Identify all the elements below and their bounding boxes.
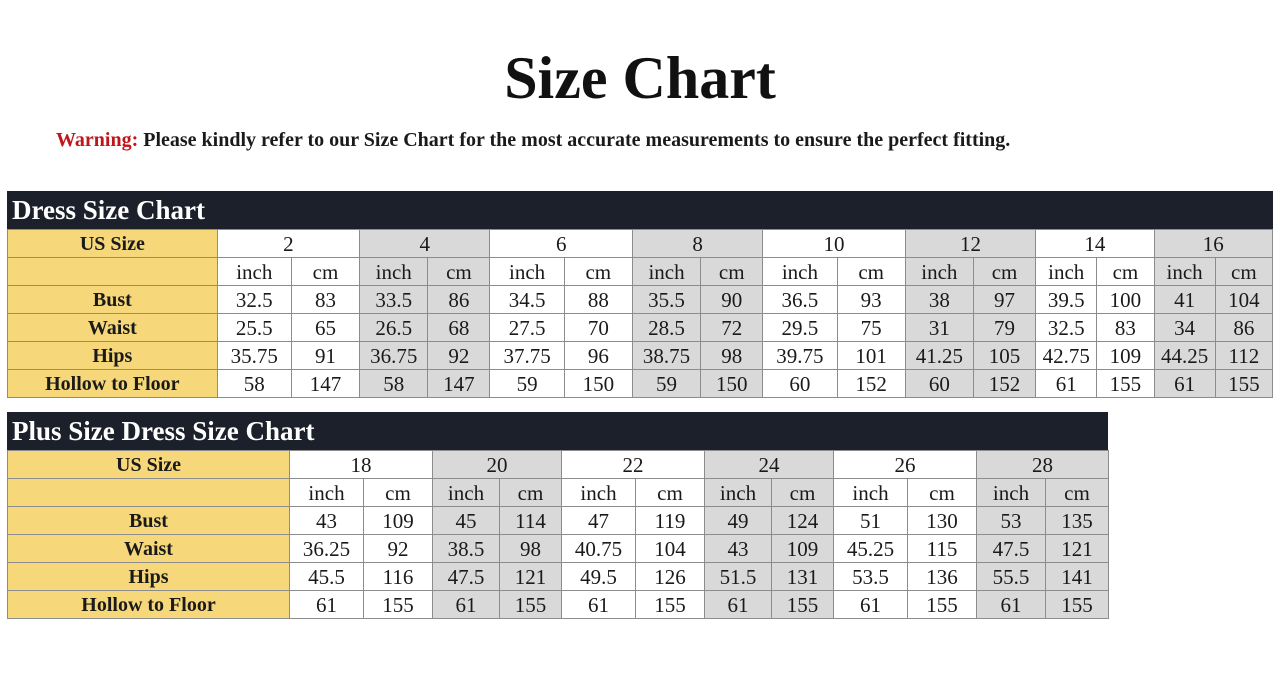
- measurement-value: 47: [562, 507, 636, 535]
- measurement-value: 33.5: [360, 286, 428, 314]
- measurement-value: 58: [217, 370, 291, 398]
- warning-text: Please kindly refer to our Size Chart for the most accurate measurements to ensure the perfect fitting.: [143, 129, 1011, 151]
- measurement-value: 72: [701, 314, 763, 342]
- measurement-value: 38: [905, 286, 973, 314]
- unit-cell: inch: [433, 479, 500, 507]
- measurement-value: 36.75: [360, 342, 428, 370]
- measurement-value: 130: [908, 507, 977, 535]
- measurement-value: 155: [364, 591, 433, 619]
- table-row: [8, 286, 1273, 314]
- warning-label: Warning:: [56, 129, 139, 151]
- unit-cell: inch: [834, 479, 908, 507]
- unit-cell: cm: [428, 258, 490, 286]
- measurement-value: 136: [908, 563, 977, 591]
- size-header-cell: 6: [490, 230, 632, 258]
- size-header-row: [8, 451, 1109, 479]
- measurement-value: 43: [290, 507, 364, 535]
- measurement-value: 126: [636, 563, 705, 591]
- size-header-cell: 26: [834, 451, 977, 479]
- size-header-cell: 12: [905, 230, 1035, 258]
- measurement-value: 60: [763, 370, 837, 398]
- measurement-value: 41.25: [905, 342, 973, 370]
- size-header-cell: 8: [632, 230, 762, 258]
- unit-row-label: [8, 479, 290, 507]
- size-header-cell: 22: [562, 451, 705, 479]
- measurement-value: 152: [973, 370, 1035, 398]
- measurement-value: 150: [564, 370, 632, 398]
- size-header-cell: 18: [290, 451, 433, 479]
- measurement-value: 47.5: [433, 563, 500, 591]
- table-row: [8, 535, 1109, 563]
- measurement-value: 61: [1154, 370, 1215, 398]
- unit-cell: inch: [763, 258, 837, 286]
- measurement-value: 38.75: [632, 342, 700, 370]
- measurement-value: 92: [364, 535, 433, 563]
- size-header-cell: 24: [705, 451, 834, 479]
- measurement-value: 51: [834, 507, 908, 535]
- size-header-cell: 2: [217, 230, 359, 258]
- size-header-cell: 10: [763, 230, 905, 258]
- size-header-cell: 16: [1154, 230, 1273, 258]
- measurement-value: 49.5: [562, 563, 636, 591]
- measurement-value: 88: [564, 286, 632, 314]
- measurement-value: 121: [1046, 535, 1109, 563]
- measurement-value: 105: [973, 342, 1035, 370]
- unit-cell: inch: [977, 479, 1046, 507]
- measurement-value: 70: [564, 314, 632, 342]
- unit-cell: inch: [1036, 258, 1097, 286]
- unit-cell: cm: [973, 258, 1035, 286]
- measurement-value: 93: [837, 286, 905, 314]
- measurement-value: 34.5: [490, 286, 564, 314]
- measurement-value: 68: [428, 314, 490, 342]
- measurement-label: Bust: [8, 286, 218, 314]
- table-row: [8, 370, 1273, 398]
- measurement-value: 32.5: [217, 286, 291, 314]
- unit-cell: inch: [217, 258, 291, 286]
- measurement-value: 97: [973, 286, 1035, 314]
- table-row: [8, 563, 1109, 591]
- unit-cell: inch: [290, 479, 364, 507]
- dress-size-table: [7, 229, 1273, 398]
- measurement-value: 59: [490, 370, 564, 398]
- measurement-label: Waist: [8, 535, 290, 563]
- measurement-value: 41: [1154, 286, 1215, 314]
- dress-size-chart: [7, 191, 1273, 398]
- measurement-value: 55.5: [977, 563, 1046, 591]
- measurement-value: 29.5: [763, 314, 837, 342]
- measurement-value: 155: [1046, 591, 1109, 619]
- measurement-value: 112: [1215, 342, 1272, 370]
- measurement-value: 96: [564, 342, 632, 370]
- unit-cell: cm: [837, 258, 905, 286]
- measurement-value: 147: [428, 370, 490, 398]
- table-row: [8, 591, 1109, 619]
- size-header-cell: 14: [1036, 230, 1154, 258]
- measurement-value: 37.75: [490, 342, 564, 370]
- measurement-value: 45: [433, 507, 500, 535]
- measurement-value: 51.5: [705, 563, 772, 591]
- unit-cell: cm: [1097, 258, 1154, 286]
- size-header-cell: 28: [977, 451, 1109, 479]
- measurement-value: 109: [364, 507, 433, 535]
- unit-cell: cm: [636, 479, 705, 507]
- unit-cell: inch: [562, 479, 636, 507]
- unit-cell: cm: [701, 258, 763, 286]
- measurement-value: 155: [772, 591, 834, 619]
- measurement-value: 119: [636, 507, 705, 535]
- measurement-value: 75: [837, 314, 905, 342]
- measurement-label: Hips: [8, 342, 218, 370]
- unit-header-row: [8, 258, 1273, 286]
- measurement-value: 115: [908, 535, 977, 563]
- measurement-value: 61: [977, 591, 1046, 619]
- measurement-value: 61: [1036, 370, 1097, 398]
- measurement-value: 121: [500, 563, 562, 591]
- measurement-value: 101: [837, 342, 905, 370]
- measurement-value: 61: [705, 591, 772, 619]
- measurement-value: 152: [837, 370, 905, 398]
- measurement-value: 98: [500, 535, 562, 563]
- measurement-value: 86: [428, 286, 490, 314]
- measurement-value: 47.5: [977, 535, 1046, 563]
- measurement-value: 83: [1097, 314, 1154, 342]
- measurement-value: 155: [1097, 370, 1154, 398]
- us-size-label: US Size: [8, 230, 218, 258]
- measurement-value: 79: [973, 314, 1035, 342]
- unit-cell: inch: [632, 258, 700, 286]
- measurement-value: 155: [636, 591, 705, 619]
- measurement-label: Hollow to Floor: [8, 370, 218, 398]
- table-row: [8, 507, 1109, 535]
- unit-cell: inch: [1154, 258, 1215, 286]
- measurement-value: 91: [291, 342, 359, 370]
- unit-cell: cm: [564, 258, 632, 286]
- unit-cell: cm: [908, 479, 977, 507]
- measurement-value: 32.5: [1036, 314, 1097, 342]
- table-row: [8, 342, 1273, 370]
- measurement-value: 98: [701, 342, 763, 370]
- measurement-value: 58: [360, 370, 428, 398]
- measurement-value: 155: [1215, 370, 1272, 398]
- unit-cell: inch: [905, 258, 973, 286]
- measurement-value: 60: [905, 370, 973, 398]
- plus-size-table: [7, 450, 1109, 619]
- measurement-value: 86: [1215, 314, 1272, 342]
- measurement-value: 116: [364, 563, 433, 591]
- us-size-label: US Size: [8, 451, 290, 479]
- measurement-value: 45.25: [834, 535, 908, 563]
- measurement-label: Hollow to Floor: [8, 591, 290, 619]
- page-title: Size Chart: [504, 45, 776, 111]
- measurement-value: 53: [977, 507, 1046, 535]
- unit-row-label: [8, 258, 218, 286]
- unit-cell: inch: [360, 258, 428, 286]
- measurement-value: 38.5: [433, 535, 500, 563]
- measurement-label: Waist: [8, 314, 218, 342]
- measurement-label: Bust: [8, 507, 290, 535]
- measurement-value: 26.5: [360, 314, 428, 342]
- measurement-value: 36.25: [290, 535, 364, 563]
- measurement-value: 155: [908, 591, 977, 619]
- measurement-value: 124: [772, 507, 834, 535]
- table-row: [8, 314, 1273, 342]
- measurement-value: 147: [291, 370, 359, 398]
- measurement-value: 40.75: [562, 535, 636, 563]
- measurement-value: 53.5: [834, 563, 908, 591]
- unit-cell: cm: [291, 258, 359, 286]
- measurement-value: 61: [433, 591, 500, 619]
- measurement-value: 90: [701, 286, 763, 314]
- measurement-value: 31: [905, 314, 973, 342]
- unit-cell: cm: [1046, 479, 1109, 507]
- measurement-value: 104: [1215, 286, 1272, 314]
- warning-message: [56, 126, 1256, 154]
- measurement-value: 39.75: [763, 342, 837, 370]
- plus-chart-title: Plus Size Dress Size Chart: [7, 412, 1108, 450]
- measurement-value: 61: [290, 591, 364, 619]
- measurement-value: 36.5: [763, 286, 837, 314]
- measurement-label: Hips: [8, 563, 290, 591]
- unit-cell: inch: [490, 258, 564, 286]
- measurement-value: 100: [1097, 286, 1154, 314]
- measurement-value: 25.5: [217, 314, 291, 342]
- unit-cell: cm: [1215, 258, 1272, 286]
- measurement-value: 28.5: [632, 314, 700, 342]
- measurement-value: 150: [701, 370, 763, 398]
- measurement-value: 35.5: [632, 286, 700, 314]
- measurement-value: 155: [500, 591, 562, 619]
- measurement-value: 43: [705, 535, 772, 563]
- unit-cell: cm: [500, 479, 562, 507]
- unit-header-row: [8, 479, 1109, 507]
- measurement-value: 45.5: [290, 563, 364, 591]
- measurement-value: 104: [636, 535, 705, 563]
- measurement-value: 39.5: [1036, 286, 1097, 314]
- unit-cell: inch: [705, 479, 772, 507]
- plus-size-chart: [7, 412, 1108, 619]
- measurement-value: 65: [291, 314, 359, 342]
- measurement-value: 92: [428, 342, 490, 370]
- measurement-value: 61: [562, 591, 636, 619]
- measurement-value: 61: [834, 591, 908, 619]
- size-header-cell: 20: [433, 451, 562, 479]
- measurement-value: 27.5: [490, 314, 564, 342]
- size-header-row: [8, 230, 1273, 258]
- measurement-value: 83: [291, 286, 359, 314]
- dress-chart-title: Dress Size Chart: [7, 191, 1273, 229]
- measurement-value: 131: [772, 563, 834, 591]
- measurement-value: 109: [772, 535, 834, 563]
- measurement-value: 49: [705, 507, 772, 535]
- measurement-value: 141: [1046, 563, 1109, 591]
- measurement-value: 44.25: [1154, 342, 1215, 370]
- measurement-value: 59: [632, 370, 700, 398]
- unit-cell: cm: [364, 479, 433, 507]
- measurement-value: 34: [1154, 314, 1215, 342]
- measurement-value: 114: [500, 507, 562, 535]
- size-header-cell: 4: [360, 230, 490, 258]
- measurement-value: 109: [1097, 342, 1154, 370]
- measurement-value: 135: [1046, 507, 1109, 535]
- measurement-value: 35.75: [217, 342, 291, 370]
- unit-cell: cm: [772, 479, 834, 507]
- measurement-value: 42.75: [1036, 342, 1097, 370]
